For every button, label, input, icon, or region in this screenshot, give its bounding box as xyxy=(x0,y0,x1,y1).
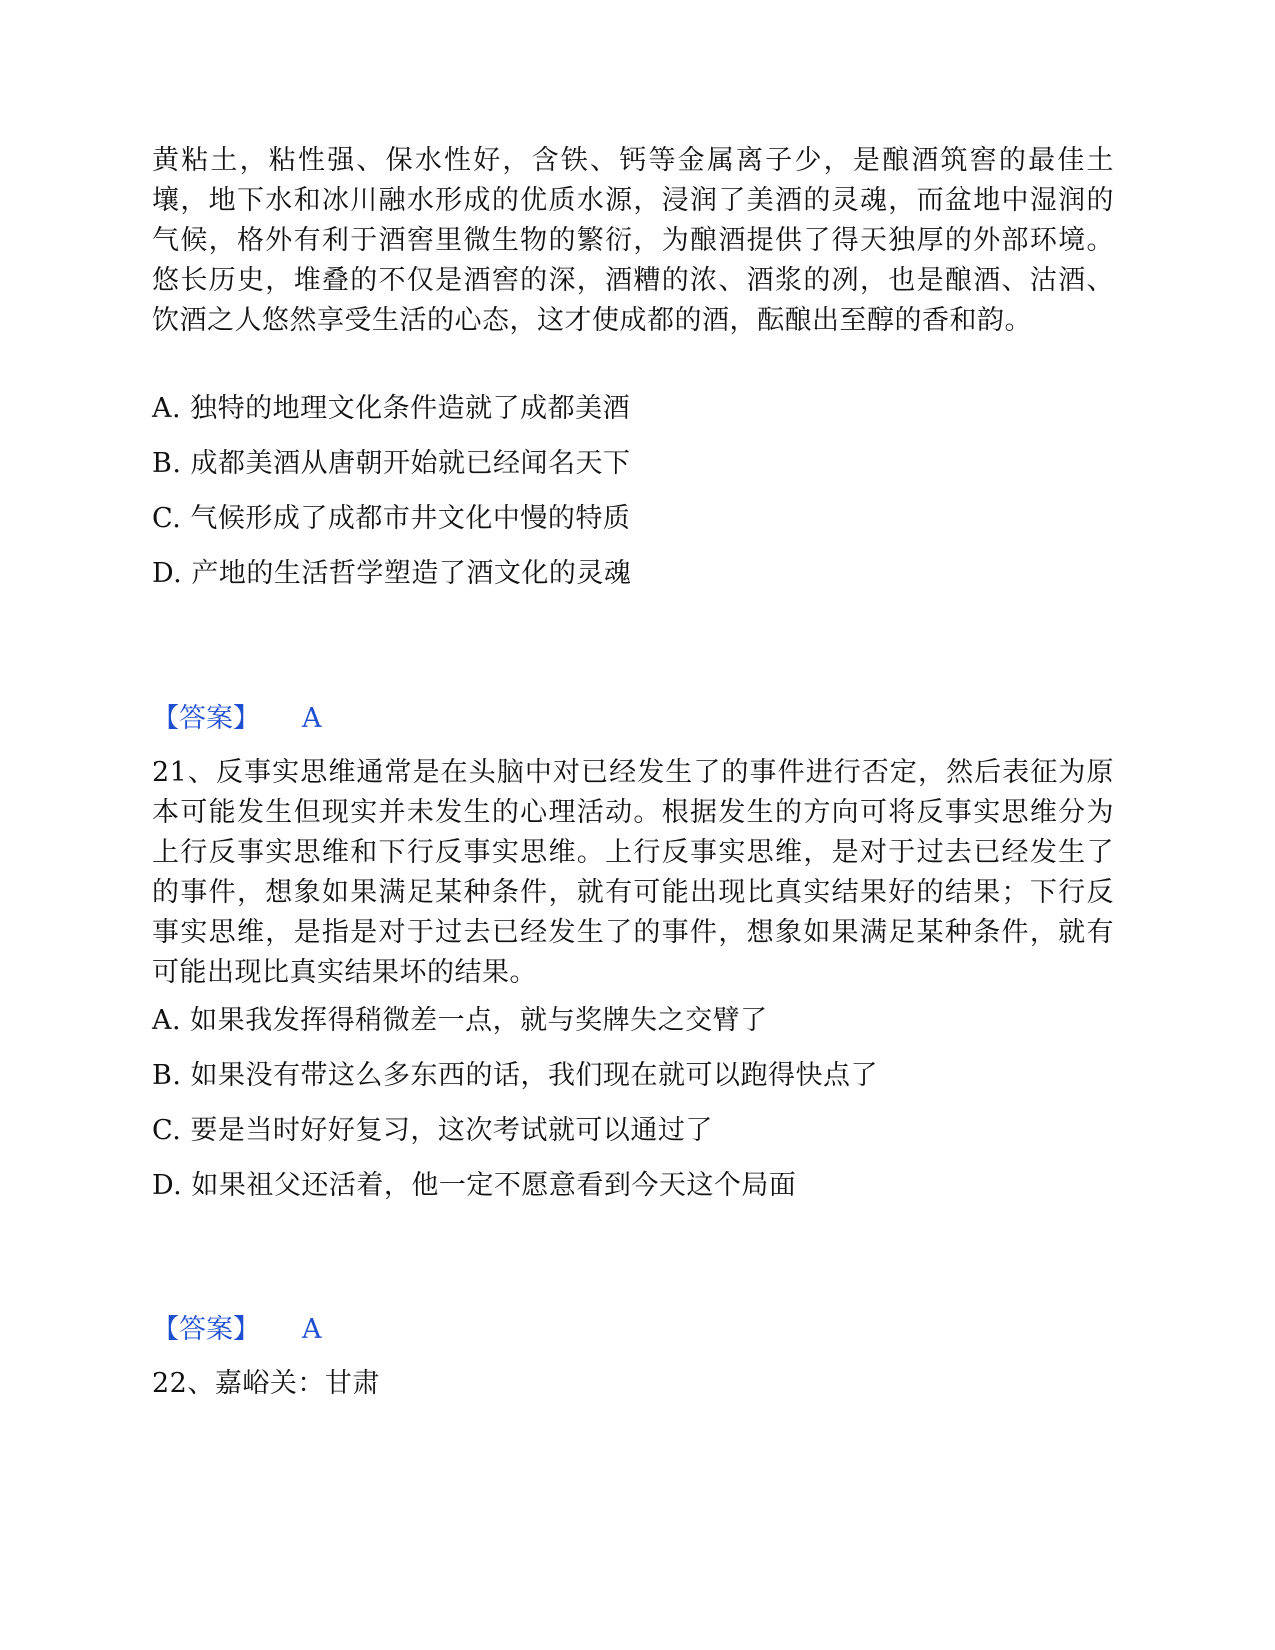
q20-answer-value: A xyxy=(302,703,322,734)
q20-option-a: A. 独特的地理文化条件造就了成都美酒 xyxy=(152,393,631,424)
q21-option-c: C. 要是当时好好复习，这次考试就可以通过了 xyxy=(152,1115,713,1146)
q20-option-d: D. 产地的生活哲学塑造了酒文化的灵魂 xyxy=(152,558,632,589)
q20-option-b: B. 成都美酒从唐朝开始就已经闻名天下 xyxy=(152,448,631,479)
q21-option-d: D. 如果祖父还活着，他一定不愿意看到今天这个局面 xyxy=(152,1170,797,1201)
question-22-text: 22、嘉峪关：甘肃 xyxy=(152,1368,380,1399)
q21-answer xyxy=(152,1310,322,1350)
q21-option-a: A. 如果我发挥得稍微差一点，就与奖牌失之交臂了 xyxy=(152,1005,768,1036)
q20-option-c: C. 气候形成了成都市井文化中慢的特质 xyxy=(152,503,631,534)
q21-option-b: B. 如果没有带这么多东西的话，我们现在就可以跑得快点了 xyxy=(152,1060,879,1091)
q21-answer-label: 【答案】 xyxy=(152,1314,260,1345)
q20-answer-label: 【答案】 xyxy=(152,703,260,734)
passage-20-text: 黄粘土，粘性强、保水性好，含铁、钙等金属离子少，是酿酒筑窖的最佳土壤，地下水和冰川融水形成的优质水源，浸润了美酒的灵魂，而盆地中湿润的气候，格外有利于酒窖里微生物的繁衍，为酿酒提供了得天独厚的外部环境。悠长历史，堆叠的不仅是酒窖的深，酒糟的浓、酒浆的冽，也是酿酒、沽酒、饮酒之人悠然享受生活的心态，这才使成都的酒，酝酿出至醇的香和韵。 xyxy=(152,145,1114,336)
q20-answer xyxy=(152,699,322,739)
question-21-text: 21、反事实思维通常是在头脑中对已经发生了的事件进行否定，然后表征为原本可能发生但现实并未发生的心理活动。根据发生的方向可将反事实思维分为上行反事实思维和下行反事实思维。上行反事实思维，是对于过去已经发生了的事件，想象如果满足某种条件，就有可能出现比真实结果好的结果；下行反事实思维，是指是对于过去已经发生了的事件，想象如果满足某种条件，就有可能出现比真实结果坏的结果。 xyxy=(152,757,1114,988)
q21-answer-value: A xyxy=(302,1314,322,1345)
